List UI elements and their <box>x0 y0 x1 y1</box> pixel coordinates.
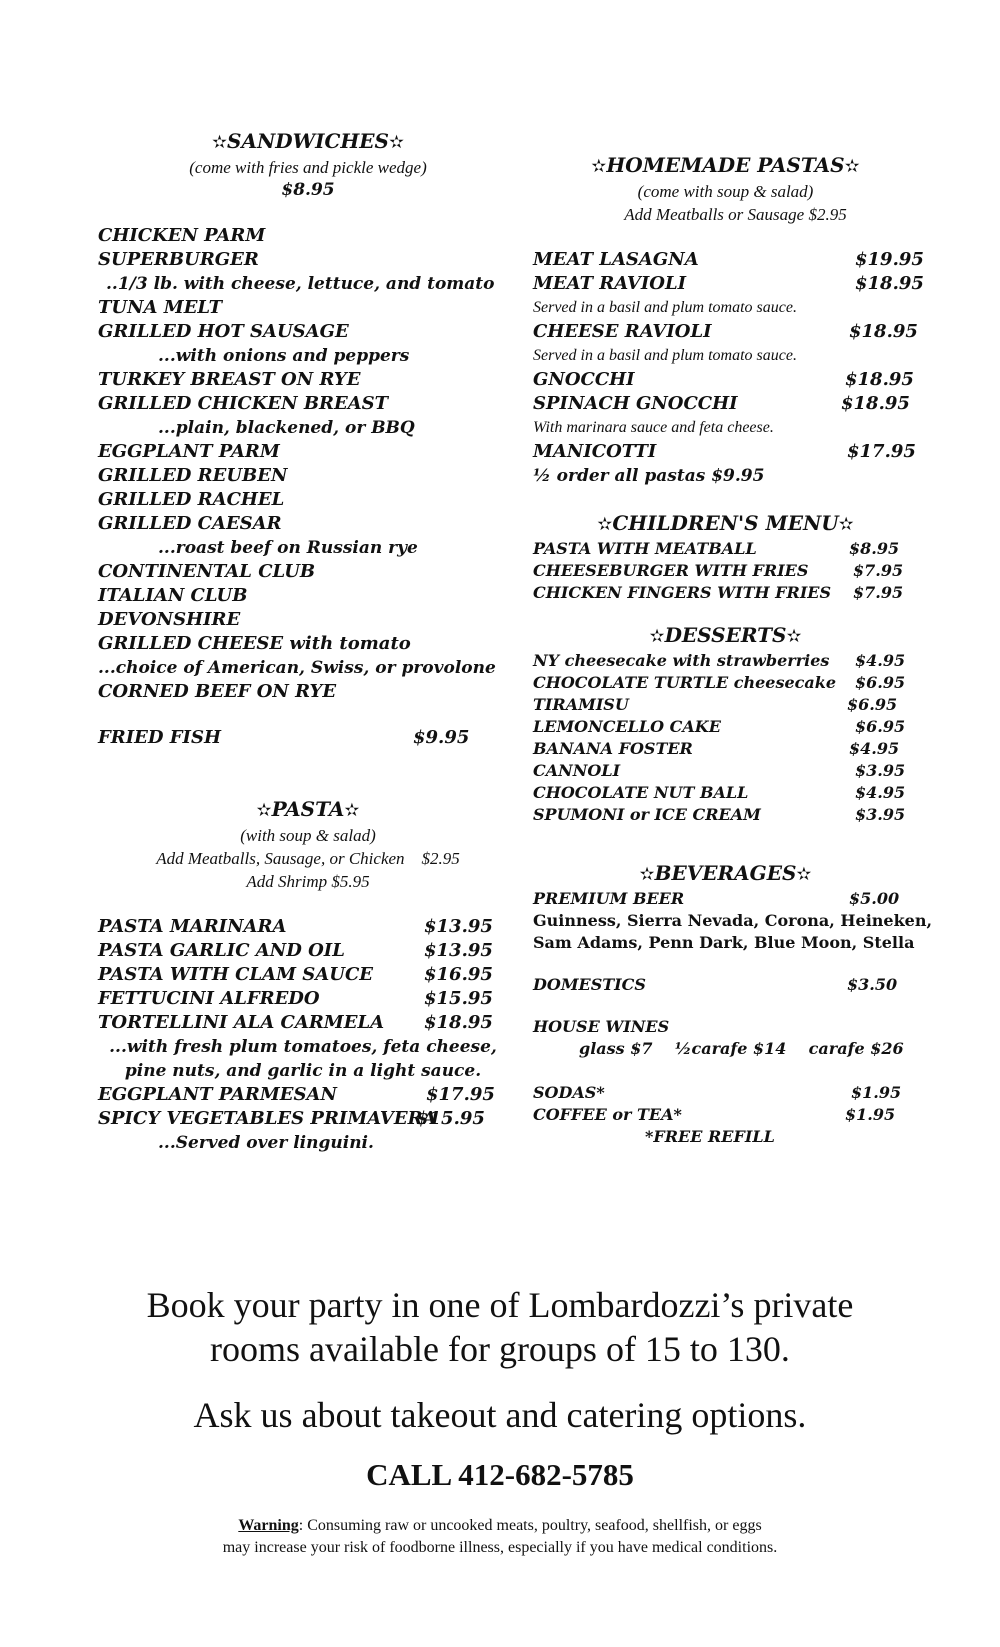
menu-item-domestics: DOMESTICS $3.50 <box>533 975 898 994</box>
menu-item-spumoni-or-ice-cream: SPUMONI or ICE CREAM $3.95 <box>533 805 906 824</box>
sandwich-list <box>98 224 518 704</box>
book-party-line-1: Book your party in one of Lombardozzi’s private <box>146 1285 854 1325</box>
menu-item-devonshire: DEVONSHIRE <box>98 609 241 630</box>
ravioli-desc-1: Served in a basil and plum tomato sauce. <box>533 299 797 316</box>
menu-item-sodas: SODAS* $1.95 <box>533 1083 902 1102</box>
menu-item-chicken-parm: CHICKEN PARM <box>98 225 266 246</box>
pasta-addon-1: Add Meatballs, Sausage, or Chicken $2.95 <box>156 849 460 868</box>
star-icon: ✫ <box>388 132 405 153</box>
menu-item-fried-fish: FRIED FISH $9.95 <box>98 727 470 748</box>
star-icon: ✫ <box>649 626 665 647</box>
ravioli-desc-2: Served in a basil and plum tomato sauce. <box>533 347 797 364</box>
menu-item-chicken-fingers-with-fries: CHICKEN FINGERS WITH FRIES $7.95 <box>533 583 904 602</box>
half-order-note: ½ order all pastas $9.95 <box>533 466 765 486</box>
menu-item-gnocchi: GNOCCHI $18.95 <box>533 369 914 390</box>
star-icon: ✫ <box>786 626 802 647</box>
menu-item-grilled-rachel: GRILLED RACHEL <box>98 489 285 510</box>
menu-item-premium-beer: PREMIUM BEER $5.00 <box>533 889 900 908</box>
menu-item-pasta-marinara: PASTA MARINARA $13.95 <box>98 916 493 937</box>
menu-item-eggplant-parm: EGGPLANT PARM <box>98 441 280 462</box>
desserts-title: ✫DESSERTS✫ <box>649 623 802 647</box>
menu-item-ny-cheesecake-with-strawberries: NY cheesecake with strawberries $4.95 <box>533 651 906 670</box>
menu-item-grilled-cheese-with-tomato: GRILLED CHEESE with tomato <box>98 633 411 654</box>
pasta-title: ✫PASTA✫ <box>256 797 360 821</box>
star-icon: ✫ <box>256 800 272 821</box>
sandwiches-price: $8.95 <box>281 180 335 200</box>
homemade-addon: Add Meatballs or Sausage $2.95 <box>624 205 847 224</box>
star-icon: ✫ <box>838 514 854 535</box>
menu-item-pasta-with-meatball: PASTA WITH MEATBALL $8.95 <box>533 539 900 558</box>
call-phone: CALL 412-682-5785 <box>366 1457 634 1492</box>
menu-item-grilled-reuben: GRILLED REUBEN <box>98 465 288 486</box>
menu-item-corned-beef-on-rye: CORNED BEEF ON RYE <box>98 681 337 702</box>
menu-item-cheeseburger-with-fries: CHEESEBURGER WITH FRIES $7.95 <box>533 561 904 580</box>
menu-item-continental-club: CONTINENTAL CLUB <box>98 561 316 582</box>
gnocchi-desc: With marinara sauce and feta cheese. <box>533 419 774 436</box>
menu-item-italian-club: ITALIAN CLUB <box>98 585 248 606</box>
left-column <box>98 128 518 1155</box>
menu-item-spicy-vegetables-primavera: SPICY VEGETABLES PRIMAVERA $15.95 <box>98 1108 485 1129</box>
star-icon: ✫ <box>591 156 607 177</box>
menu-item-lemoncello-cake: LEMONCELLO CAKE $6.95 <box>533 717 906 736</box>
childrens-menu-list <box>533 538 918 604</box>
menu-item-note: ...plain, blackened, or BBQ <box>158 418 415 438</box>
menu-item-pasta-with-clam-sauce: PASTA WITH CLAM SAUCE $16.95 <box>98 964 493 985</box>
warning-label: Warning <box>238 1517 299 1534</box>
menu-item-tortellini-ala-carmela: TORTELLINI ALA CARMELA $18.95 <box>98 1012 493 1033</box>
warning-line-2: may increase your risk of foodborne illness, especially if you have medical conditions. <box>222 1539 778 1556</box>
tortellini-note-2: pine nuts, and garlic in a light sauce. <box>124 1061 482 1081</box>
desserts-list <box>533 650 918 826</box>
book-party-line-2: rooms available for groups of 15 to 130. <box>210 1329 790 1369</box>
menu-item-grilled-hot-sausage: GRILLED HOT SAUSAGE <box>98 321 349 342</box>
menu-item-note: ..1/3 lb. with cheese, lettuce, and tomato <box>106 274 495 294</box>
pasta-list-2 <box>98 1083 518 1131</box>
menu-item-cheese-ravioli: CHEESE RAVIOLI $18.95 <box>533 321 918 342</box>
free-refill-note: *FREE REFILL <box>645 1127 775 1146</box>
menu-item-cannoli: CANNOLI $3.95 <box>533 761 906 780</box>
tortellini-note-1: ...with fresh plum tomatoes, feta cheese, <box>109 1037 497 1057</box>
footer <box>0 1283 1000 1559</box>
homemade-pastas-title: ✫HOMEMADE PASTAS✫ <box>591 153 860 177</box>
sandwiches-title: ✫SANDWICHES✫ <box>211 129 405 153</box>
warning-line-1: Warning: Consuming raw or uncooked meats, poultry, seafood, shellfish, or eggs <box>238 1517 762 1534</box>
star-icon: ✫ <box>211 132 228 153</box>
beverages-title: ✫BEVERAGES✫ <box>639 861 812 885</box>
menu-item-coffee-tea: COFFEE or TEA* $1.95 <box>533 1105 896 1124</box>
sandwiches-subtitle: (come with fries and pickle wedge) <box>189 158 427 177</box>
menu-item-note: ...roast beef on Russian rye <box>158 538 418 558</box>
menu-item-grilled-caesar: GRILLED CAESAR <box>98 513 282 534</box>
star-icon: ✫ <box>597 514 613 535</box>
menu-item-turkey-breast-on-rye: TURKEY BREAST ON RYE <box>98 369 361 390</box>
menu-item-tuna-melt: TUNA MELT <box>98 297 223 318</box>
pasta-list <box>98 915 518 1035</box>
menu-item-tiramisu: TIRAMISU $6.95 <box>533 695 898 714</box>
menu-item-chocolate-nut-ball: CHOCOLATE NUT BALL $4.95 <box>533 783 906 802</box>
menu-item-banana-foster: BANANA FOSTER $4.95 <box>533 739 900 758</box>
menu-item-meat-ravioli: MEAT RAVIOLI $18.95 <box>533 273 924 294</box>
menu-item-chocolate-turtle-cheesecake: CHOCOLATE TURTLE cheesecake $6.95 <box>533 673 906 692</box>
beer-list-1: Guinness, Sierra Nevada, Corona, Heineken, <box>533 911 933 930</box>
homemade-subtitle: (come with soup & salad) <box>637 182 814 201</box>
primavera-note: ...Served over linguini. <box>158 1133 374 1153</box>
menu-item-superburger: SUPERBURGER <box>98 249 259 270</box>
beer-list-2: Sam Adams, Penn Dark, Blue Moon, Stella <box>533 933 915 952</box>
takeout-catering: Ask us about takeout and catering options. <box>193 1395 807 1435</box>
menu-item-fettucini-alfredo: FETTUCINI ALFREDO $15.95 <box>98 988 493 1009</box>
house-wines-label: HOUSE WINES <box>533 1017 670 1036</box>
menu-item-meat-lasagna: MEAT LASAGNA $19.95 <box>533 249 924 270</box>
star-icon: ✫ <box>639 864 655 885</box>
menu-item-note: ...choice of American, Swiss, or provolone <box>98 658 496 678</box>
wine-prices: glass $7 ½carafe $14 carafe $26 <box>579 1039 904 1058</box>
pasta-addon-2: Add Shrimp $5.95 <box>246 872 370 891</box>
pasta-subtitle: (with soup & salad) <box>240 826 376 845</box>
menu-item-grilled-chicken-breast: GRILLED CHICKEN BREAST <box>98 393 389 414</box>
menu-item-spinach-gnocchi: SPINACH GNOCCHI $18.95 <box>533 393 910 414</box>
star-icon: ✫ <box>344 800 360 821</box>
right-column <box>533 152 933 1148</box>
star-icon: ✫ <box>796 864 812 885</box>
menu-item-eggplant-parmesan: EGGPLANT PARMESAN $17.95 <box>98 1084 495 1105</box>
menu-item-pasta-garlic-and-oil: PASTA GARLIC AND OIL $13.95 <box>98 940 493 961</box>
menu-item-note: ...with onions and peppers <box>158 346 410 366</box>
star-icon: ✫ <box>844 156 860 177</box>
menu-item-manicotti: MANICOTTI $17.95 <box>533 441 916 462</box>
childrens-menu-title: ✫CHILDREN'S MENU✫ <box>597 511 854 535</box>
